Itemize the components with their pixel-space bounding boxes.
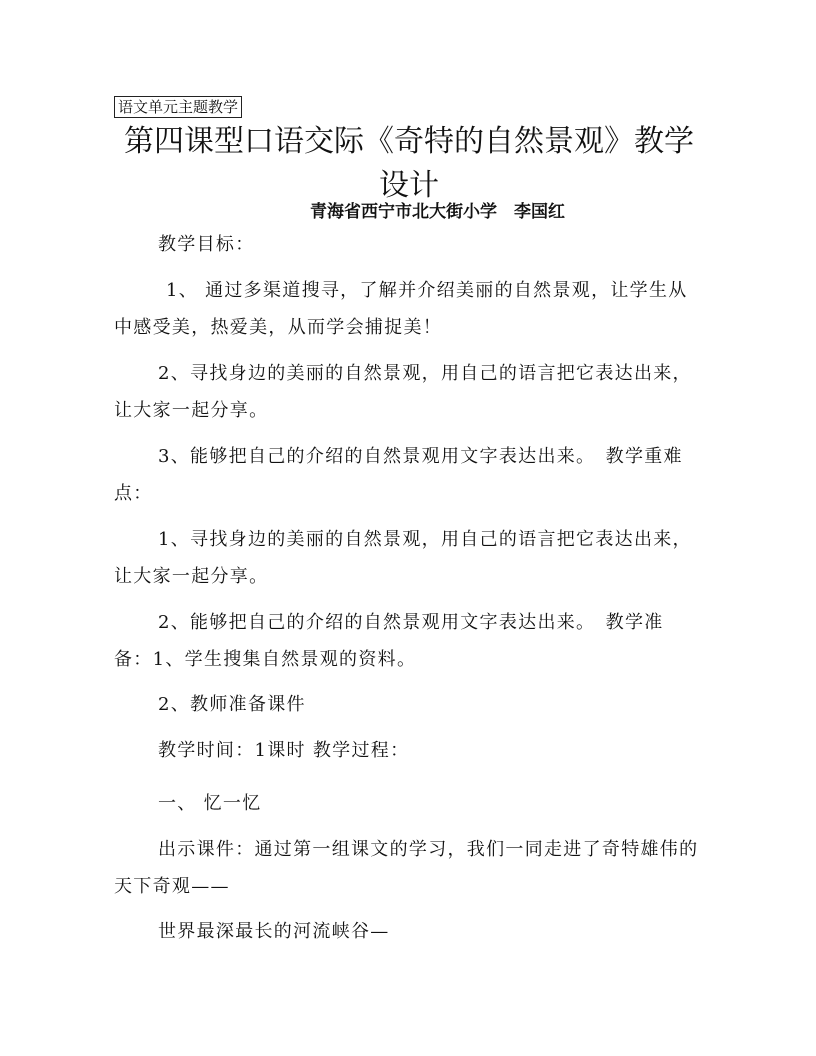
paragraph-key-point-1: 1、寻找身边的美丽的自然景观，用自己的语言把它表达出来，让大家一起分享。 (114, 529, 692, 587)
author-line: 青海省西宁市北大街小学 李国红 (310, 202, 565, 222)
paragraph-canyon: 世界最深最长的河流峡谷— (158, 921, 390, 942)
paragraph-courseware: 出示课件：通过第一组课文的学习，我们一同走进了奇特雄伟的天下奇观—— (114, 839, 699, 897)
paragraph-objective-2: 2、寻找身边的美丽的自然景观，用自己的语言把它表达出来，让大家一起分享。 (114, 363, 692, 421)
paragraph-objectives-heading: 教学目标： (158, 234, 255, 255)
paragraph-time-process: 教学时间：1课时 教学过程： (158, 740, 410, 761)
header-tag: 语文单元主题教学 (114, 96, 242, 118)
paragraph-objective-1: 1、 通过多渠道搜寻，了解并介绍美丽的自然景观，让学生从中感受美，热爱美，从而学会捕捉美！ (114, 280, 688, 338)
paragraph-key-point-2: 2、能够把自己的介绍的自然景观用文字表达出来。 教学准备：1、学生搜集自然景观的资料。 (114, 612, 664, 670)
paragraph-objective-3: 3、能够把自己的介绍的自然景观用文字表达出来。 教学重难点： (114, 446, 683, 504)
page-title: 第四课型口语交际《奇特的自然景观》教学设计 (124, 124, 694, 203)
paragraph-prep-2: 2、教师准备课件 (158, 694, 306, 715)
paragraph-section-1: 一、 忆一忆 (158, 793, 262, 814)
